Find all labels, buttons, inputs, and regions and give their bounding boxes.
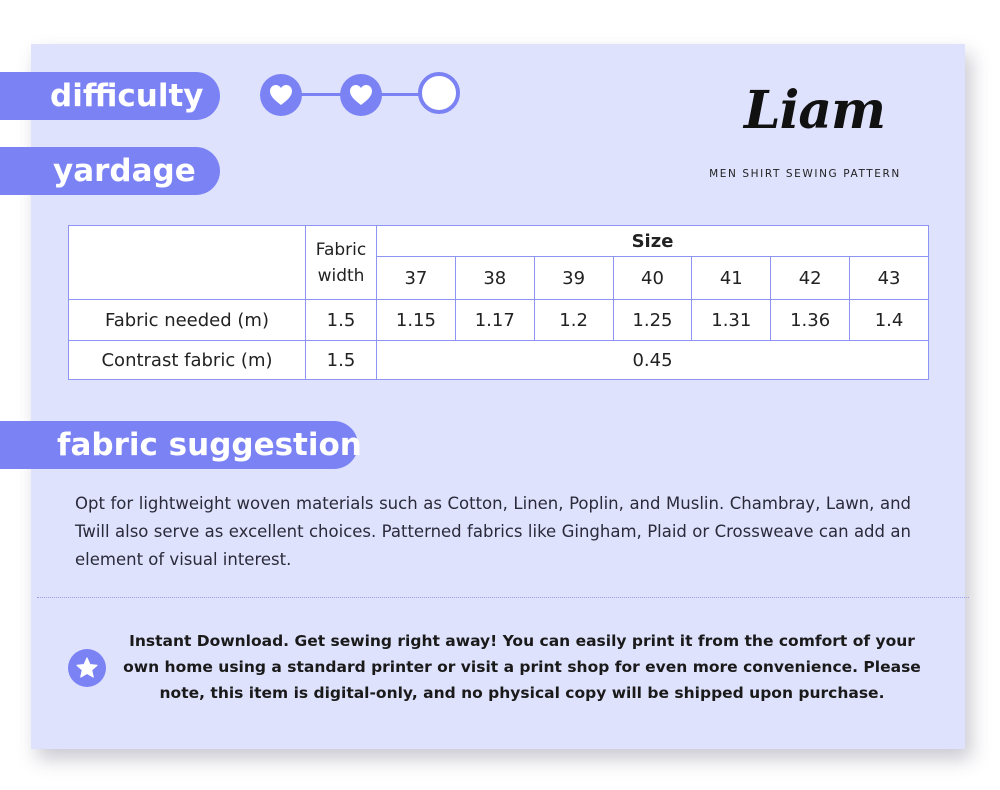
size-cell: 39 — [534, 257, 613, 300]
yardage-label: yardage — [53, 153, 196, 189]
size-cell: 40 — [613, 257, 692, 300]
size-cell: 38 — [455, 257, 534, 300]
size-cell: 43 — [850, 257, 929, 300]
size-header: Size — [377, 226, 929, 257]
difficulty-level-1 — [260, 74, 302, 116]
fabric-width-cell: 1.5 — [306, 341, 377, 380]
brand-name: Liam — [744, 80, 886, 141]
fabric-width-cell: 1.5 — [306, 300, 377, 341]
value-cell: 1.31 — [692, 300, 771, 341]
fabric-suggestion-heading — [0, 421, 362, 469]
fabric-suggestion-text: Opt for lightweight woven materials such as Cotton, Linen, Poplin, and Muslin. Chambray, Lawn, and Twill also serve as excellent choices. Patterned fabrics like Gingham, Plaid or Crossweave can add an element of visual interest. — [75, 494, 911, 569]
merged-value-cell: 0.45 — [377, 341, 929, 380]
dotted-divider — [37, 597, 969, 598]
star-badge — [68, 649, 106, 687]
instant-download-notice: Instant Download. Get sewing right away! You can easily print it from the comfort of your own home using a standard printer or visit a print shop for even more convenience. Please note, this item is digital-only, and no physical copy will be shipped upon purchase. — [123, 632, 921, 702]
row-label: Contrast fabric (m) — [69, 341, 306, 380]
difficulty-level-3 — [418, 72, 460, 114]
size-cell: 37 — [377, 257, 456, 300]
value-cell: 1.17 — [455, 300, 534, 341]
size-cell: 42 — [771, 257, 850, 300]
difficulty-heading — [0, 72, 220, 120]
heart-icon — [269, 84, 293, 106]
value-cell: 1.4 — [850, 300, 929, 341]
yardage-table — [68, 225, 929, 380]
fabric-width-header: Fabric width — [306, 226, 377, 300]
table-row — [69, 341, 929, 380]
difficulty-label: difficulty — [50, 78, 204, 114]
table-row — [69, 300, 929, 341]
difficulty-connector — [300, 93, 342, 96]
heart-icon — [349, 84, 373, 106]
value-cell: 1.15 — [377, 300, 456, 341]
table-header-row — [69, 226, 929, 257]
value-cell: 1.2 — [534, 300, 613, 341]
empty-corner-cell — [69, 226, 306, 300]
size-cell: 41 — [692, 257, 771, 300]
brand-subtitle: MEN SHIRT SEWING PATTERN — [709, 168, 901, 180]
difficulty-connector — [380, 93, 422, 96]
row-label: Fabric needed (m) — [69, 300, 306, 341]
star-icon — [75, 656, 99, 680]
difficulty-level-2 — [340, 74, 382, 116]
value-cell: 1.25 — [613, 300, 692, 341]
yardage-heading — [0, 147, 220, 195]
fabric-suggestion-label: fabric suggestion — [57, 427, 362, 463]
value-cell: 1.36 — [771, 300, 850, 341]
